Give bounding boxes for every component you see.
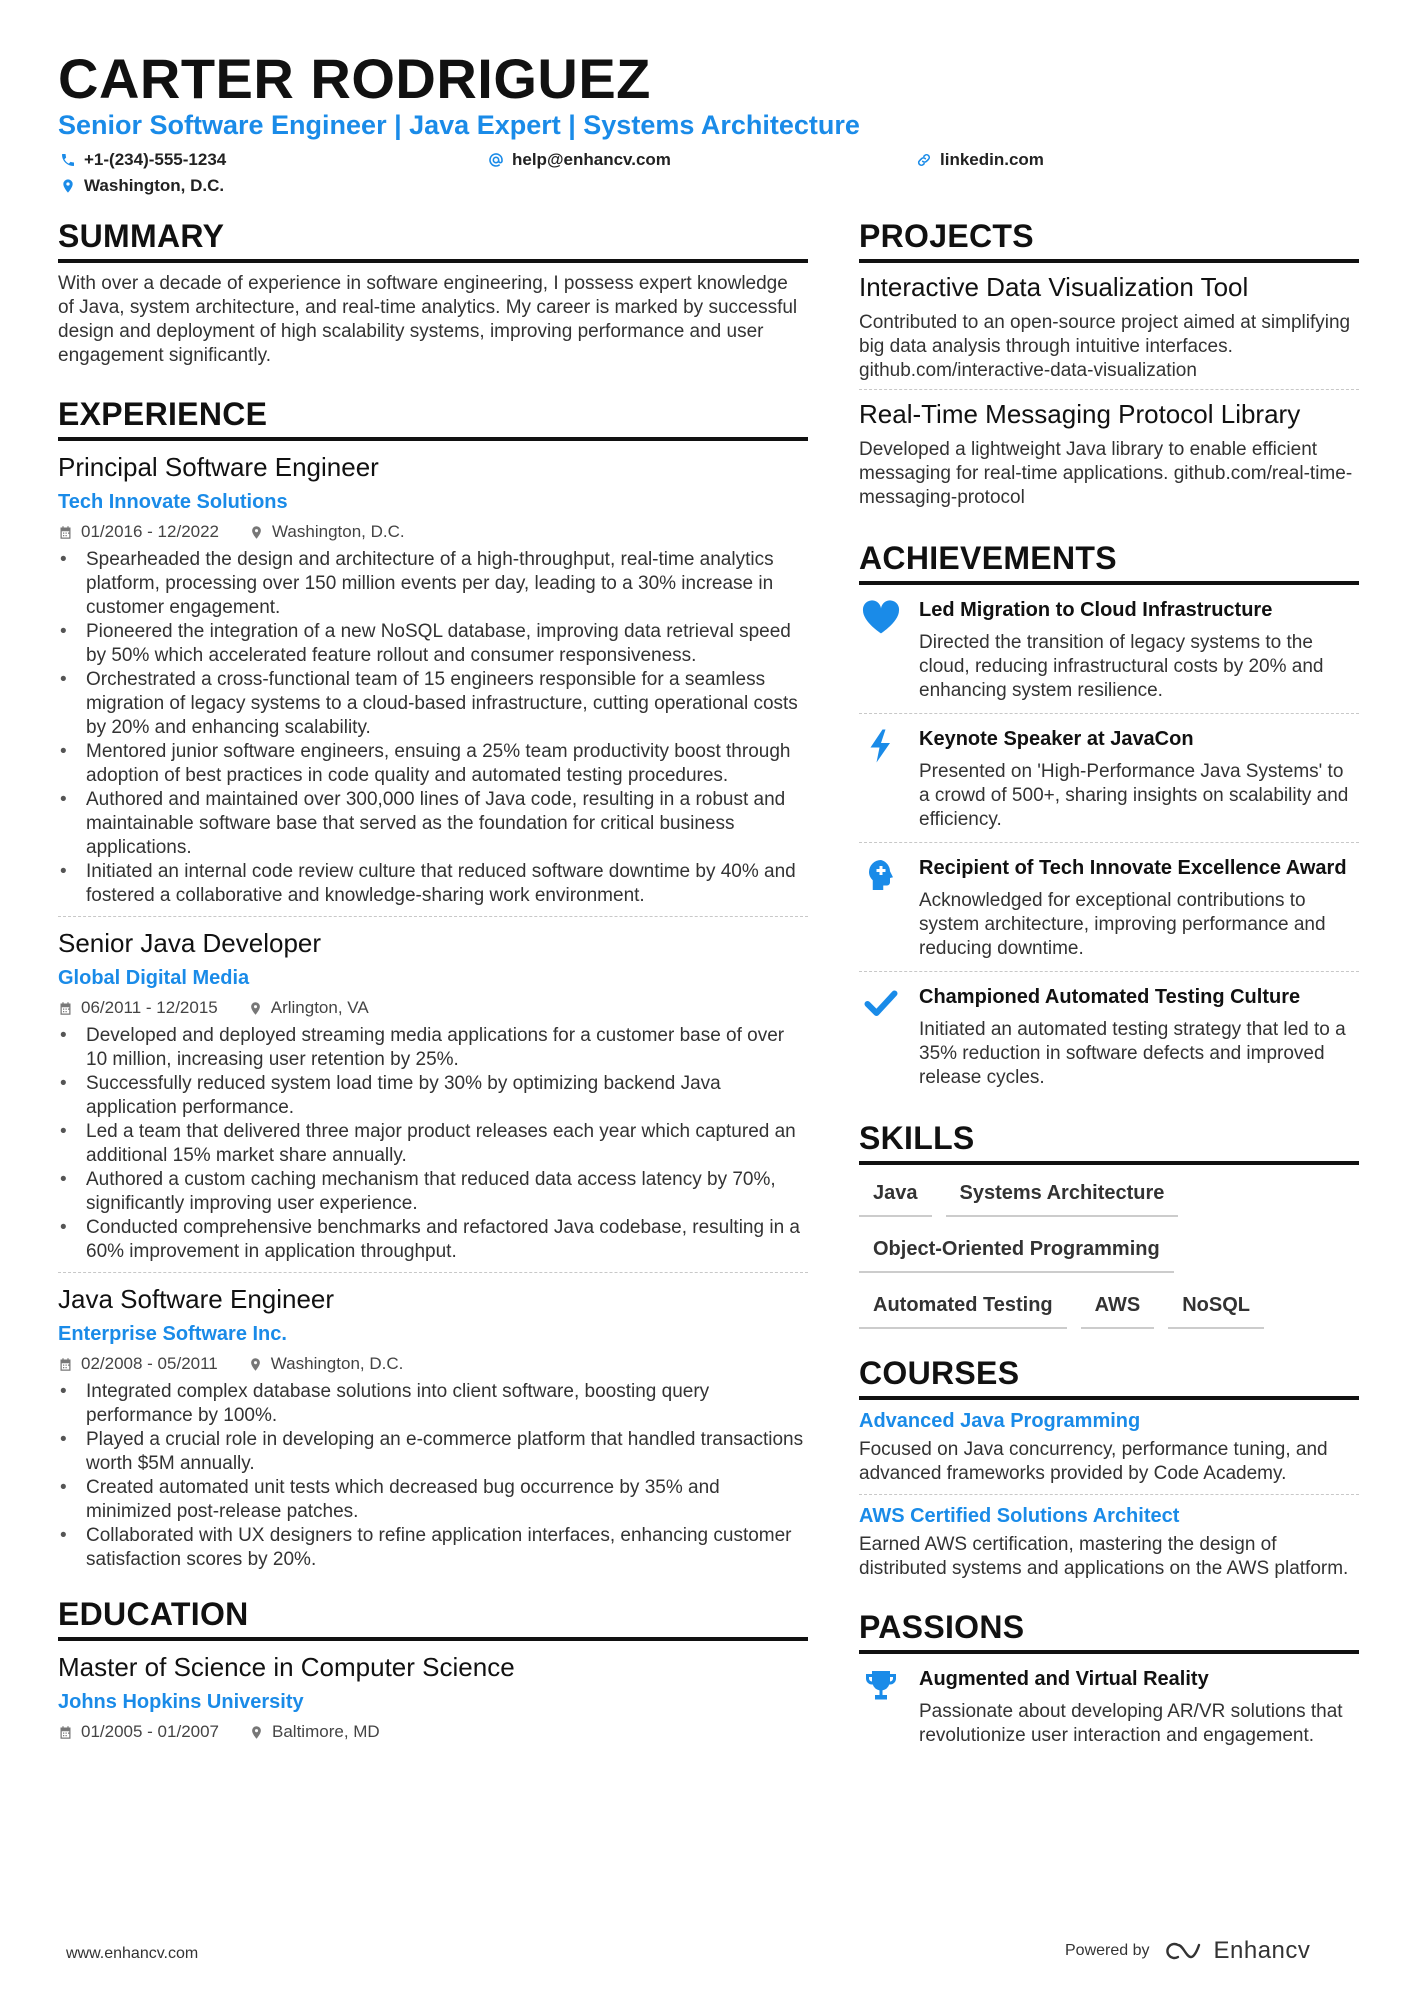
footer-branding (1065, 1937, 1310, 1965)
course-description: Earned AWS certification, mastering the design of distributed systems and applications on the AWS platform. (859, 1534, 1349, 1579)
company-name: Global Digital Media (58, 967, 250, 989)
achievement-entry (859, 972, 1359, 1100)
enhancv-logo-icon (1164, 1940, 1208, 1962)
skills-section (859, 1120, 1359, 1341)
bullet-item: • Authored and maintained over 300,000 lines of Java code, resulting in a robust and maintainable software base that served as the foundation for critical business applications. (58, 788, 808, 860)
contact-linkedin (916, 150, 1044, 170)
contact-email (488, 150, 671, 170)
experience-entry (58, 1281, 808, 1580)
project-description: Developed a lightweight Java library to enable efficient messaging for real-time applications. github.com/real-time-messaging-protocol (859, 439, 1353, 508)
passions-section (859, 1609, 1359, 1758)
brand-name: Enhancv (1213, 1937, 1311, 1964)
job-bullets (58, 1380, 808, 1572)
checkmark-icon (861, 986, 901, 1022)
link-icon (916, 152, 932, 168)
calendar-icon (58, 1725, 73, 1740)
location-pin-icon (249, 525, 264, 540)
experience-entry (58, 449, 808, 917)
company-name: Enterprise Software Inc. (58, 1323, 287, 1345)
job-location: Arlington, VA (270, 998, 369, 1017)
bullet-item: • Played a crucial role in developing an e-commerce platform that handled transactions worth $5M annually. (58, 1428, 808, 1476)
powered-by-label: Powered by (1065, 1942, 1150, 1959)
left-column (58, 218, 808, 1743)
lightning-icon (861, 728, 901, 764)
project-entry (859, 269, 1359, 390)
company-name: Tech Innovate Solutions (58, 491, 288, 513)
achievement-title: Recipient of Tech Innovate Excellence Award (919, 857, 1347, 879)
education-location: Baltimore, MD (272, 1722, 380, 1741)
location-pin-icon (248, 1001, 263, 1016)
location-pin-icon (60, 178, 76, 194)
experience-section (58, 396, 808, 1580)
bullet-item: • Conducted comprehensive benchmarks and refactored Java codebase, resulting in a 60% improvement in application throughput. (58, 1216, 808, 1264)
achievement-title: Keynote Speaker at JavaCon (919, 728, 1194, 750)
skills-list (859, 1173, 1359, 1341)
bullet-item: • Authored a custom caching mechanism that reduced data access latency by 70%, significantly improving user experience. (58, 1168, 808, 1216)
achievement-title: Led Migration to Cloud Infrastructure (919, 599, 1273, 621)
passion-title: Augmented and Virtual Reality (919, 1668, 1209, 1690)
bullet-item: • Led a team that delivered three major product releases each year which captured an additional 15% market share annually. (58, 1120, 808, 1168)
head-icon (861, 857, 901, 893)
skill-tag: Automated Testing (859, 1285, 1067, 1329)
experience-heading: EXPERIENCE (58, 396, 808, 441)
job-location: Washington, D.C. (272, 522, 405, 541)
skill-tag: Systems Architecture (946, 1173, 1179, 1217)
job-dates: 06/2011 - 12/2015 (81, 998, 218, 1017)
skill-tag: AWS (1081, 1285, 1155, 1329)
bullet-item: • Orchestrated a cross-functional team of 15 engineers responsible for a seamless migration of legacy systems to a cloud-based infrastructure, cutting operational costs by 20% and enhancing scalability. (58, 668, 808, 740)
job-title: Principal Software Engineer (58, 452, 379, 482)
achievements-section (859, 540, 1359, 1100)
education-section (58, 1596, 808, 1743)
footer-website[interactable]: www.enhancv.com (66, 1945, 199, 1962)
achievement-entry (859, 714, 1359, 843)
job-bullets (58, 548, 808, 908)
education-heading: EDUCATION (58, 1596, 808, 1641)
bullet-item: • Spearheaded the design and architecture of a high-throughput, real-time analytics platform, processing over 150 million events per day, leading to a 30% increase in customer engagement. (58, 548, 808, 620)
calendar-icon (58, 525, 73, 540)
courses-heading: COURSES (859, 1355, 1359, 1400)
bullet-item: • Mentored junior software engineers, ensuing a 25% team productivity boost through adoption of best practices in code quality and automated testing procedures. (58, 740, 808, 788)
bullet-item: • Created automated unit tests which decreased bug occurrence by 35% and minimized post-release patches. (58, 1476, 808, 1524)
calendar-icon (58, 1357, 73, 1372)
heart-icon (861, 599, 901, 635)
course-title: AWS Certified Solutions Architect (859, 1505, 1180, 1527)
job-dates: 02/2008 - 05/2011 (81, 1354, 218, 1373)
email-link[interactable]: help@enhancv.com (512, 150, 671, 169)
achievement-description: Acknowledged for exceptional contributions to system architecture, improving performance and reducing downtime. (919, 890, 1326, 959)
contact-phone (60, 150, 226, 170)
experience-entry (58, 925, 808, 1273)
course-title: Advanced Java Programming (859, 1410, 1141, 1432)
bullet-item: • Developed and deployed streaming media applications for a customer base of over 10 million, increasing user retention by 25%. (58, 1024, 808, 1072)
project-title: Interactive Data Visualization Tool (859, 272, 1249, 302)
degree-title: Master of Science in Computer Science (58, 1652, 515, 1682)
right-column (859, 218, 1359, 1758)
achievement-description: Initiated an automated testing strategy that led to a 35% reduction in software defects and improved release cycles. (919, 1019, 1346, 1088)
summary-heading: SUMMARY (58, 218, 808, 263)
achievement-title: Championed Automated Testing Culture (919, 986, 1301, 1008)
achievement-description: Presented on 'High-Performance Java Systems' to a crowd of 500+, sharing insights on scalability and efficiency. (919, 761, 1349, 830)
calendar-icon (58, 1001, 73, 1016)
location-text: Washington, D.C. (84, 176, 225, 195)
bullet-item: • Integrated complex database solutions into client software, boosting query performance by 100%. (58, 1380, 808, 1428)
education-dates: 01/2005 - 01/2007 (81, 1722, 220, 1741)
course-description: Focused on Java concurrency, performance tuning, and advanced frameworks provided by Code Academy. (859, 1439, 1328, 1484)
projects-heading: PROJECTS (859, 218, 1359, 263)
job-meta (58, 521, 808, 543)
at-icon (488, 152, 504, 168)
bullet-item: • Initiated an internal code review culture that reduced software downtime by 40% and fostered a collaborative and knowledge-sharing work environment. (58, 860, 808, 908)
candidate-headline: Senior Software Engineer | Java Expert | Systems Architecture (58, 110, 860, 140)
job-location: Washington, D.C. (270, 1354, 404, 1373)
achievement-entry (859, 585, 1359, 714)
job-title: Java Software Engineer (58, 1284, 335, 1314)
bullet-item: • Successfully reduced system load time by 30% by optimizing backend Java application performance. (58, 1072, 808, 1120)
skill-tag: Java (859, 1173, 932, 1217)
bullet-item: • Collaborated with UX designers to refine application interfaces, enhancing customer satisfaction scores by 20%. (58, 1524, 808, 1572)
location-pin-icon (249, 1725, 264, 1740)
skills-heading: SKILLS (859, 1120, 1359, 1165)
school-name: Johns Hopkins University (58, 1691, 304, 1713)
passion-description: Passionate about developing AR/VR solutions that revolutionize user interaction and engagement. (919, 1701, 1343, 1746)
summary-section (58, 218, 808, 368)
project-description: Contributed to an open-source project aimed at simplifying big data analysis through intuitive interfaces. github.com/interactive-data-visualization (859, 312, 1351, 381)
job-bullets (58, 1024, 808, 1264)
course-entry (859, 1408, 1359, 1495)
education-meta (58, 1721, 808, 1743)
achievements-heading: ACHIEVEMENTS (859, 540, 1359, 585)
bullet-item: • Pioneered the integration of a new NoSQL database, improving data retrieval speed by 50% which accelerated feature rollout and consumer responsiveness. (58, 620, 808, 668)
phone-text[interactable]: +1-(234)-555-1234 (84, 150, 227, 169)
project-title: Real-Time Messaging Protocol Library (859, 399, 1301, 429)
project-entry (859, 396, 1359, 516)
location-pin-icon (248, 1357, 263, 1372)
phone-icon (60, 152, 76, 168)
projects-section (859, 218, 1359, 516)
job-meta (58, 997, 808, 1019)
enhancv-logo[interactable] (1164, 1937, 1311, 1965)
contact-location (60, 176, 224, 196)
candidate-name: CARTER RODRIGUEZ (58, 47, 651, 110)
passion-entry (859, 1654, 1359, 1758)
trophy-icon (861, 1668, 901, 1704)
skill-tag: Object-Oriented Programming (859, 1229, 1174, 1273)
summary-text: With over a decade of experience in software engineering, I possess expert knowledge of Java, system architecture, and real-time analytics. My career is marked by successful design and deployment of high scalability systems, improving performance and user engagement significantly. (58, 273, 798, 366)
achievement-entry (859, 843, 1359, 972)
achievement-description: Directed the transition of legacy systems to the cloud, reducing infrastructural costs by 20% and enhancing system resilience. (919, 632, 1324, 701)
passions-heading: PASSIONS (859, 1609, 1359, 1654)
job-dates: 01/2016 - 12/2022 (81, 522, 220, 541)
job-title: Senior Java Developer (58, 928, 322, 958)
skill-tag: NoSQL (1168, 1285, 1264, 1329)
linkedin-link[interactable]: linkedin.com (940, 150, 1044, 169)
course-entry (859, 1503, 1359, 1589)
job-meta (58, 1353, 808, 1375)
courses-section (859, 1355, 1359, 1589)
